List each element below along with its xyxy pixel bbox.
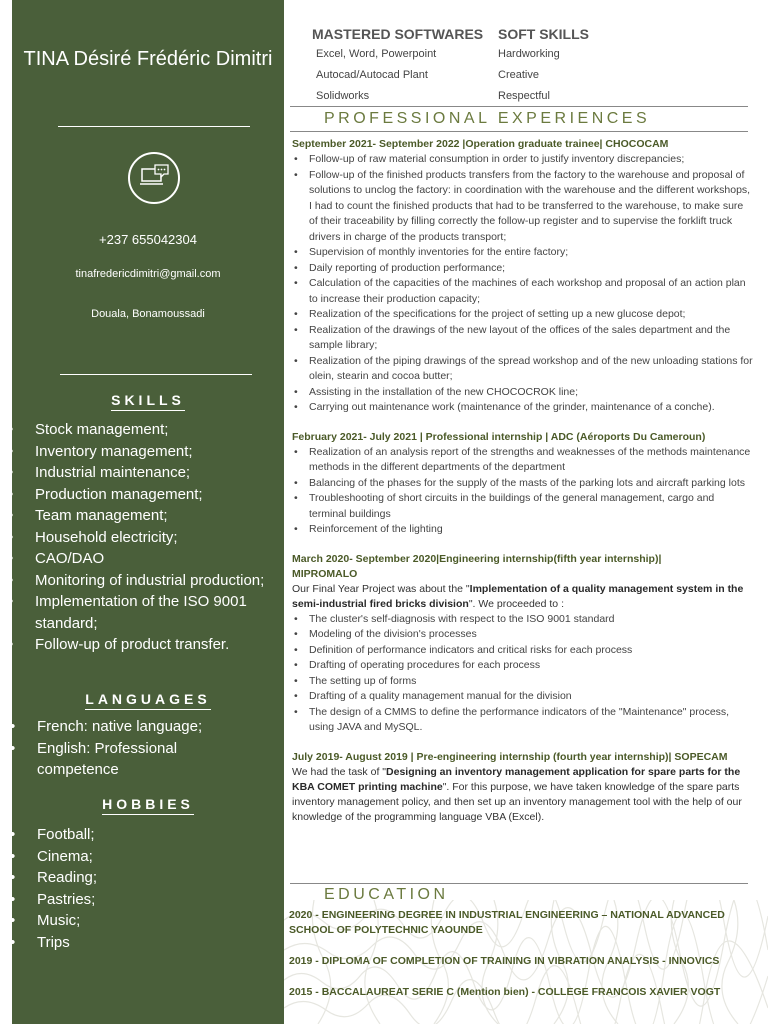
list-item: • Pastries; [10, 889, 270, 911]
entry-heading: July 2019- August 2019 | Pre-engineering internship (fourth year internship)| SOPECAM [292, 750, 728, 763]
experience-entry [292, 552, 754, 736]
list-item: • Assisting in the installation of the new CHOCOCROK line; [292, 385, 754, 401]
list-item: • Drafting of operating procedures for each process [292, 658, 754, 674]
experience-list [292, 137, 754, 825]
list-item: • Team management; [8, 505, 278, 527]
list-item: • Daily reporting of production performance; [292, 261, 754, 277]
skills-title: SKILLS [12, 392, 284, 408]
list-item: • Football; [10, 824, 270, 846]
list-item: • Music; [10, 910, 270, 932]
list-item: • Inventory management; [8, 441, 278, 463]
hobbies-title: HOBBIES [12, 796, 284, 812]
list-item: • French: native language; [10, 716, 270, 738]
entry-bullets [292, 152, 754, 416]
list-item: • Follow-up of raw material consumption in order to justify inventory discrepancies; [292, 152, 754, 168]
entry-bullets [292, 445, 754, 538]
list-item: • Monitoring of industrial production; [8, 570, 278, 592]
computer-chat-icon [128, 152, 180, 204]
education-title: EDUCATION [324, 886, 449, 903]
entry-intro: We had the task of "Designing an inventory management application for spare parts for the KBA COMET printing machine". For this purpose, we have taken knowledge of the spare parts inventory management policy, and then set up an inventory management tool with the help of our knowledge of the programming language VBA (Excel). [292, 765, 742, 823]
experience-entry [292, 750, 754, 825]
list-item: • Production management; [8, 484, 278, 506]
list-item: • Follow-up of product transfer. [8, 634, 278, 656]
list-item: • Household electricity; [8, 527, 278, 549]
email-address: tinafredericdimitri@gmail.com [75, 268, 221, 280]
list-item: • The cluster's self-diagnosis with respect to the ISO 9001 standard [292, 612, 754, 628]
experience-entry [292, 430, 754, 538]
software-item: Solidworks [316, 90, 370, 102]
software-item: Autocad/Autocad Plant [316, 69, 428, 81]
candidate-name: TINA Désiré Frédéric Dimitri [23, 48, 273, 70]
home-address: Douala, Bonamoussadi [91, 308, 205, 320]
list-item: • The setting up of forms [292, 674, 754, 690]
list-item: • Drafting of a quality management manual for the division [292, 689, 754, 705]
list-item: • Stock management; [8, 419, 278, 441]
list-item: • Balancing of the phases for the supply of the masts of the parking lots and aircraft parking lots [292, 476, 754, 492]
experience-title: PROFESSIONAL EXPERIENCES [324, 110, 651, 127]
list-item: • Realization of the drawings of the new layout of the offices of the sales department and the sample library; [292, 323, 754, 354]
name-divider [58, 126, 250, 127]
education-item: 2019 - DIPLOMA OF COMPLETION OF TRAINING IN VIBRATION ANALYSIS - INNOVICS [289, 955, 720, 967]
soft-skill-item: Hardworking [498, 48, 560, 60]
list-item: • Realization of the piping drawings of the spread workshop and of the new unloading stations for olein, stearin and cocoa butter; [292, 354, 754, 385]
languages-title: LANGUAGES [12, 691, 284, 707]
list-item: • Supervision of monthly inventories for the entire factory; [292, 245, 754, 261]
list-item: • English: Professional competence [10, 738, 270, 781]
contact-divider [60, 374, 252, 375]
entry-heading: February 2021- July 2021 | Professional internship | ADC (Aéroports Du Cameroun) [292, 430, 706, 443]
list-item: • Definition of performance indicators and critical risks for each process [292, 643, 754, 659]
list-item: • Carrying out maintenance work (maintenance of the grinder, maintenance of a conche). [292, 400, 754, 416]
languages-list [10, 716, 270, 781]
list-item: • The design of a CMMS to define the performance indicators of the "Maintenance" process, using JAVA and MySQL. [292, 705, 754, 736]
softwares-title: MASTERED SOFTWARES [312, 26, 484, 42]
list-item: • Follow-up of the finished products transfers from the factory to the warehouse and proposal of solutions to unclog the factory: in coordination with the warehouse and the different workshops, I had to count the finished products that had to be transferred to the warehouse, to make sure of their traceability by filling correctly the follow-up register and to supervise the forklift truck drivers in charge of the products transport; [292, 168, 754, 246]
list-item: • Realization of an analysis report of the strengths and weaknesses of the methods maintenance methods in the different departments of the department [292, 445, 754, 476]
software-item: Excel, Word, Powerpoint [316, 48, 437, 60]
experience-divider [290, 131, 748, 132]
soft-skills-title: SOFT SKILLS [498, 26, 589, 42]
top-divider [290, 106, 748, 107]
education-divider [290, 883, 748, 884]
list-item: • Realization of the specifications for the project of setting up a new glucose depot; [292, 307, 754, 323]
list-item: • Calculation of the capacities of the machines of each workshop and proposal of an action plan to increase their production capacity; [292, 276, 754, 307]
list-item: • Industrial maintenance; [8, 462, 278, 484]
list-item: • Trips [10, 932, 270, 954]
list-item: • Reading; [10, 867, 270, 889]
list-item: • Cinema; [10, 846, 270, 868]
soft-skill-item: Respectful [498, 90, 550, 102]
entry-intro: Our Final Year Project was about the "Implementation of a quality management system in the semi-industrial fired bricks division". We proceeded to : [292, 582, 744, 610]
hobbies-list [10, 824, 270, 953]
skills-list [8, 419, 278, 656]
sidebar [12, 0, 284, 1024]
list-item: • Modeling of the division's processes [292, 627, 754, 643]
education-item: 2015 - BACCALAUREAT SERIE C (Mention bien) - COLLEGE FRANCOIS XAVIER VOGT [289, 986, 721, 998]
list-item: • CAO/DAO [8, 548, 278, 570]
soft-skill-item: Creative [498, 69, 539, 81]
list-item: • Reinforcement of the lighting [292, 522, 754, 538]
list-item: • Implementation of the ISO 9001 standard; [8, 591, 278, 634]
entry-heading: September 2021- September 2022 |Operation graduate trainee| CHOCOCAM [292, 138, 669, 150]
entry-heading: March 2020- September 2020|Engineering internship(fifth year internship)| MIPROMALO [292, 552, 662, 580]
experience-entry [292, 137, 754, 416]
phone-number: +237 655042304 [99, 232, 197, 247]
entry-bullets [292, 612, 754, 736]
list-item: • Troubleshooting of short circuits in the buildings of the general management, cargo and terminal buildings [292, 491, 754, 522]
education-item: 2020 - ENGINEERING DEGREE IN INDUSTRIAL ENGINEERING – NATIONAL ADVANCED SCHOOL OF POLYTECHNIC YAOUNDE [289, 909, 725, 936]
